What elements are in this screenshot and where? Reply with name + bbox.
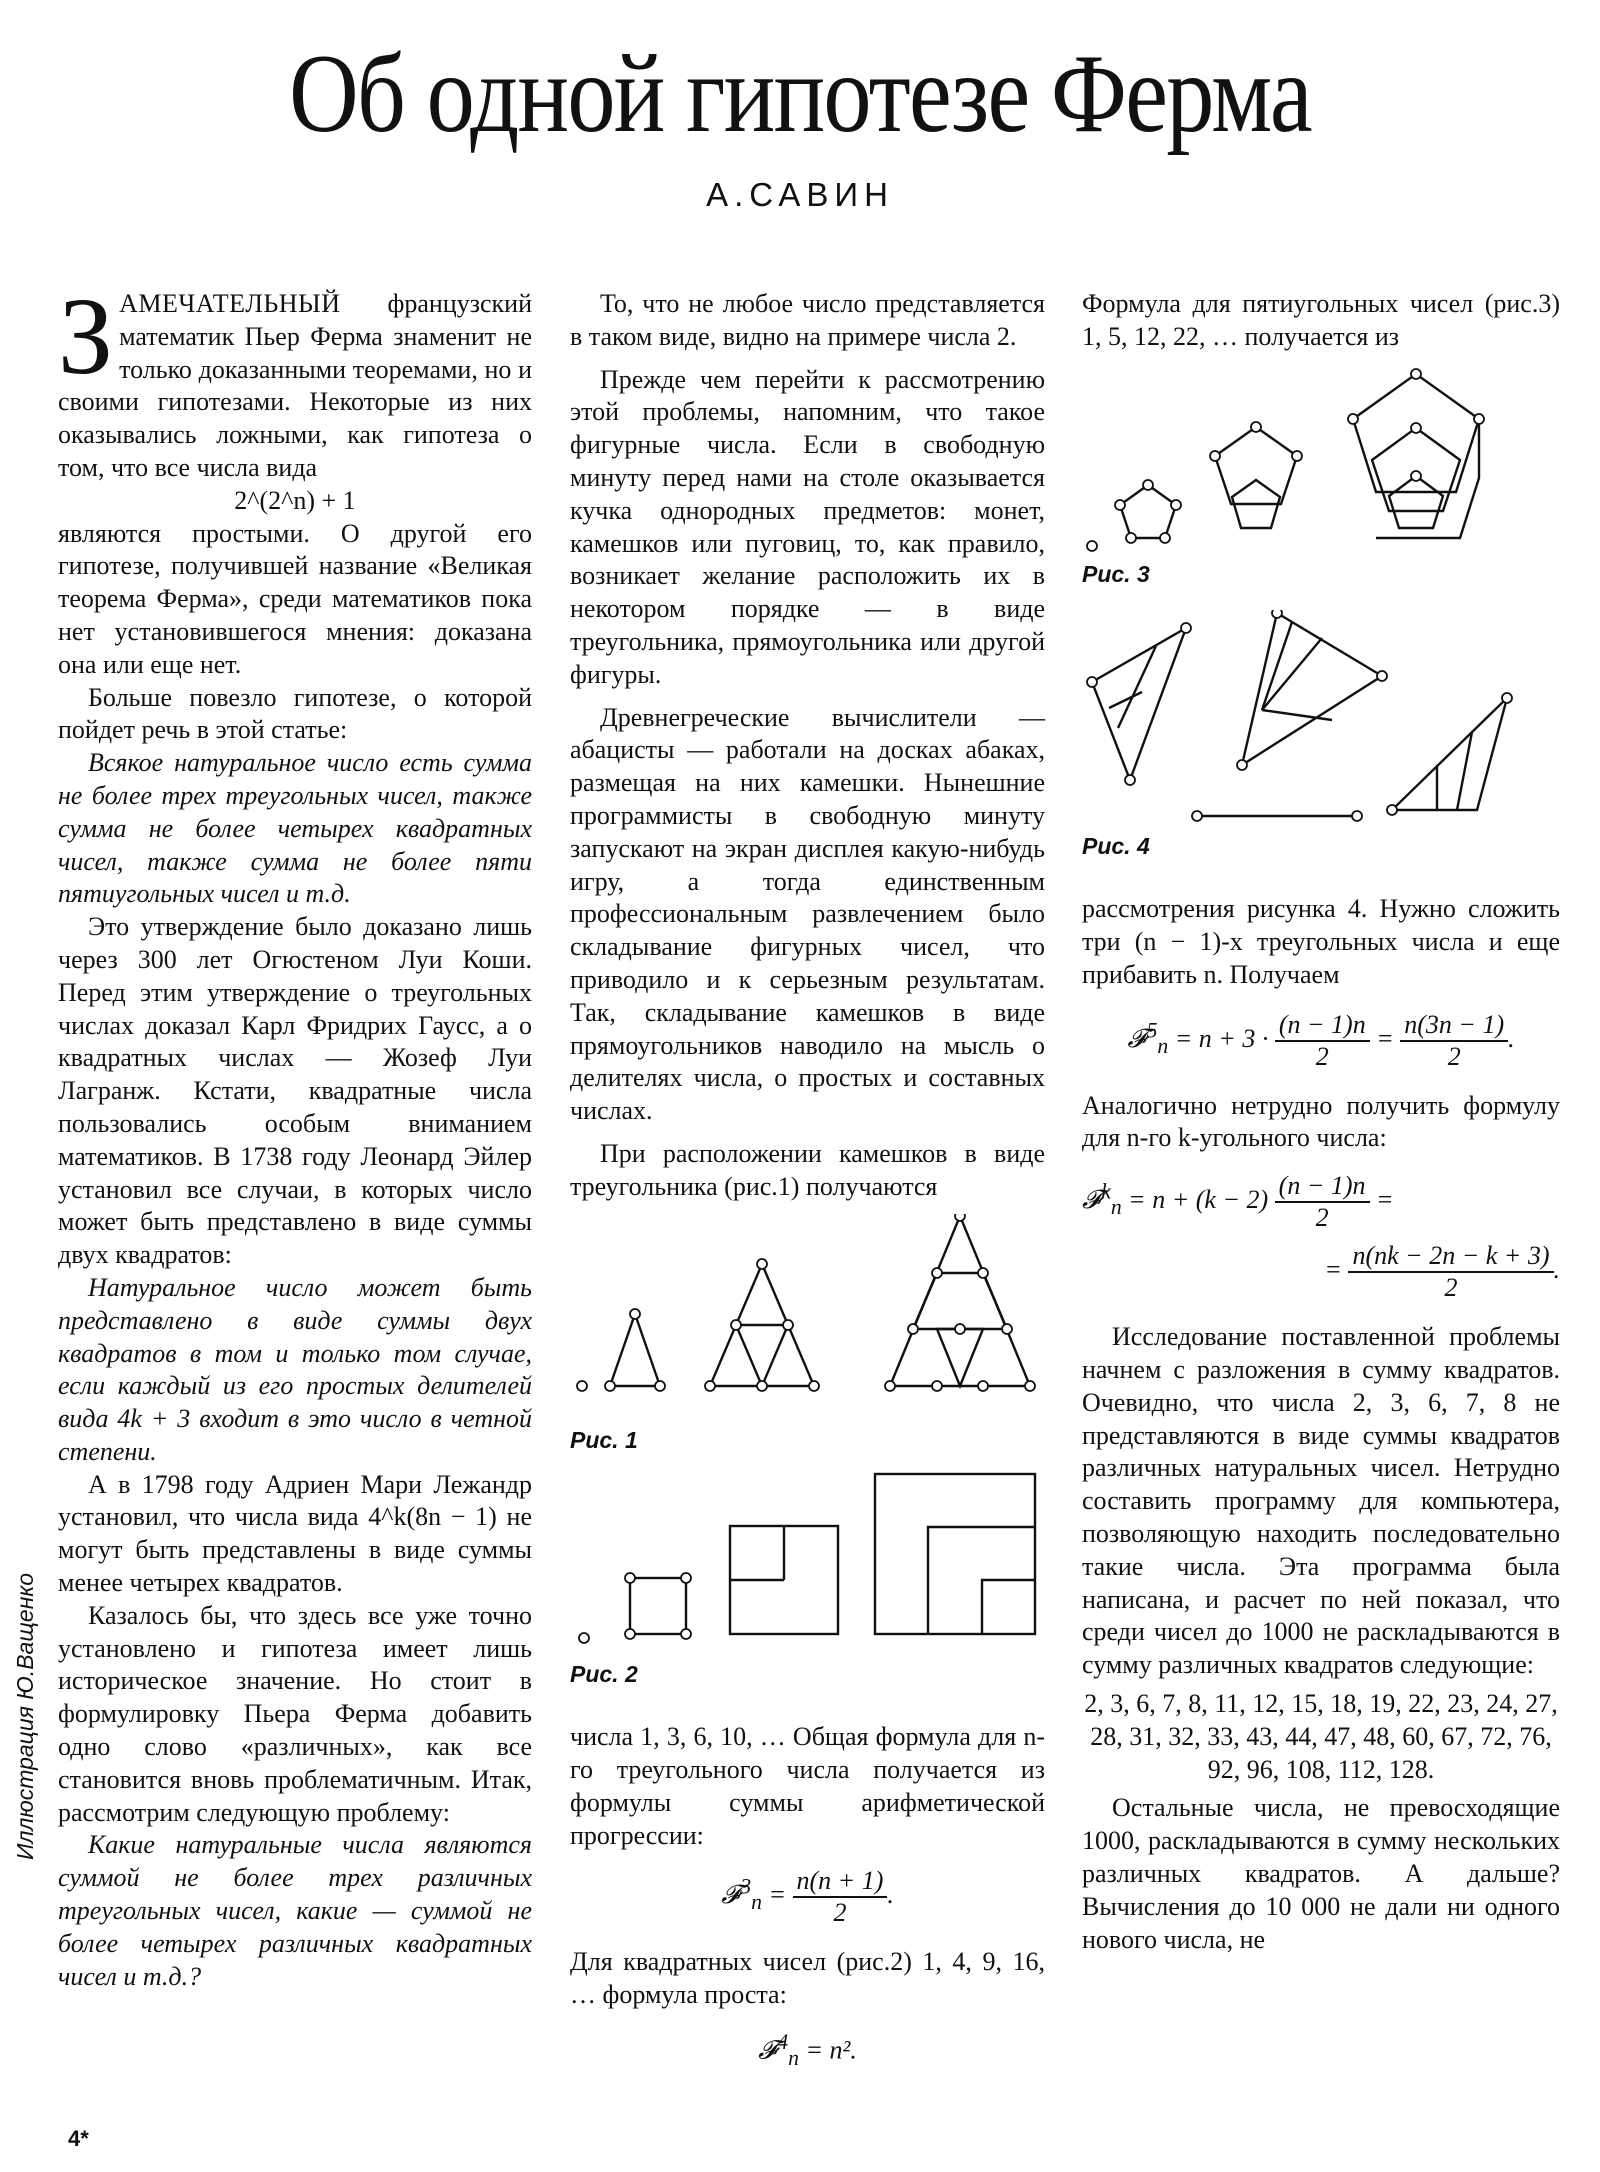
triangular-formula: 𝓕$^3_n$ = $\frac{n(n + 1)}{2}$ . xyxy=(721,1866,894,1928)
paragraph: При расположении камешков в виде треугольника (рис.1) получаются xyxy=(570,1138,1045,1201)
formula-equals: = xyxy=(1376,1185,1394,1215)
paragraph: Остальные числа, не превосходящие 1000, раскладываются в сумму нескольких различных квадратов. А дальше? Вычисления до 10 000 не дали ни одного нового числа, не xyxy=(1082,1793,1560,1954)
paragraph: Больше повезло гипотезе, о которой пойдет речь в этой статье: xyxy=(58,682,532,745)
article-author: А.САВИН xyxy=(706,176,894,213)
figurate-symbol: 𝓕 xyxy=(1082,1185,1102,1216)
exception-number-list: 2, 3, 6, 7, 8, 11, 12, 15, 18, 19, 22, 23, 24, 27, 28, 31, 32, 33, 43, 44, 47, 48, 60, 67, 72, 76, 92, 96, 108, 112, 128. xyxy=(1084,1688,1558,1784)
formula-fraction xyxy=(1348,1241,1553,1303)
triangle-10 xyxy=(885,1214,1035,1391)
fraction-denominator: 2 xyxy=(1315,1041,1329,1071)
paragraph: числа 1, 3, 6, 10, … Общая формула для n-го треугольного числа получается из формулы суммы арифметической прогрессии: xyxy=(570,1722,1045,1850)
figurate-symbol: 𝓕 xyxy=(721,1880,741,1911)
formula-subscript: n xyxy=(1110,1195,1122,1220)
square-9 xyxy=(730,1526,838,1634)
formula-middle: = n + (k − 2) xyxy=(1128,1185,1269,1215)
formula-superscript: 5 xyxy=(1146,1017,1158,1042)
formula-subscript: n xyxy=(751,1890,762,1915)
paragraph: рассмотрения рисунка 4. Нужно сложить три (n − 1)-х треугольных числа и еще прибавить n. Получаем xyxy=(1082,894,1560,989)
fraction-numerator: (n − 1)n xyxy=(1275,1010,1370,1042)
figure-3-caption: Рис. 3 xyxy=(1082,560,1150,587)
paragraph: Это утверждение было доказано лишь через 300 лет Огюстеном Луи Коши. Перед этим утверждение о треугольных числах доказал Карл Фридрих Гаусс, а о квадратных числах — Жозеф Луи Лагранж. Кстати, квадратные числа пользовались особым вниманием математиков. В 1738 году Леонард Эйлер установил все случаи, в которых число может быть представлено в виде суммы двух квадратов: xyxy=(58,912,532,1270)
formula-fraction xyxy=(1275,1010,1370,1072)
column-1 xyxy=(58,275,532,1993)
fraction-denominator: 2 xyxy=(1447,1041,1461,1071)
figurate-symbol: 𝓕 xyxy=(758,2035,778,2066)
fermat-number-formula xyxy=(58,485,532,518)
column-3 xyxy=(1082,288,1560,1956)
fraction-numerator: n(3n − 1) xyxy=(1400,1010,1508,1042)
fraction-denominator: 2 xyxy=(1315,1203,1329,1233)
fermat-formula-text: 2^(2^n) + 1 xyxy=(234,485,356,515)
formula-equals: = xyxy=(768,1880,787,1910)
paragraph: Исследование поставленной проблемы начнем с разложения в сумму квадратов. Очевидно, что числа 2, 3, 6, 7, 8 не представляются в виде суммы квадратов различных натуральных чисел. Нетрудно составить программу для компьютера, позволяющую находить последовательно такие числа. Эта программа была написана, и расчет по ней показал, что среди чисел до 1000 не раскладываются в сумму различных квадратов следующие: xyxy=(1082,1322,1560,1680)
formula-fraction xyxy=(793,1866,888,1928)
paragraph: А в 1798 году Адриен Мари Лежандр установил, что числа вида 4^k(8n − 1) не могут быть представлены в виде суммы менее четырех квадратов. xyxy=(58,1469,532,1598)
paragraph: Аналогично нетрудно получить формулу для n-го k-угольного числа: xyxy=(1082,1090,1560,1153)
triangle-3 xyxy=(605,1309,665,1391)
formula-fraction xyxy=(1275,1171,1370,1233)
formula-rhs: = n². xyxy=(805,2035,857,2065)
formula-superscript: 4 xyxy=(777,2029,789,2054)
fraction-denominator: 2 xyxy=(1444,1273,1458,1303)
fraction-numerator: (n − 1)n xyxy=(1275,1171,1370,1203)
paragraph: Формула для пятиугольных чисел (рис.3) 1, 5, 12, 22, … получается из xyxy=(1082,289,1560,351)
paragraph: Древнегреческие вычислители — абацисты — работали на досках абаках, размещая на них камешки. Нынешние программисты в свободную минуту запускают на экран дисплея какую-нибудь игру, а тогда единственным профессиональным развлечением было складывание фигурных чисел, что приводило и к серьезным результатам. Так, складывание камешков в виде прямоугольников наводило на мысль о делителях числа, о простых и составных числах. xyxy=(570,702,1045,1126)
figure-2-caption: Рис. 2 xyxy=(570,1661,638,1688)
paragraph: Для квадратных чисел (рис.2) 1, 4, 9, 16, … формула проста: xyxy=(570,1947,1045,2010)
figure-4-caption: Рис. 4 xyxy=(1082,833,1150,860)
column-2 xyxy=(570,288,1045,2089)
paragraph: То, что не любое число представляется в таком виде, видно на примере числа 2. xyxy=(570,289,1045,351)
formula-superscript: 3 xyxy=(740,1874,752,1899)
formula-fraction xyxy=(1400,1010,1508,1072)
fraction-numerator: n(n + 1) xyxy=(793,1866,888,1898)
paragraph: являются простыми. О другой его гипотезе, получившей название «Великая теорема Ферма», среди математиков пока нет установившегося мнения: доказана она или еще нет. xyxy=(58,518,532,679)
illustration-credit: Иллюстрация Ю.Ващенко xyxy=(12,1572,38,1860)
drop-cap: З xyxy=(58,275,114,397)
figure-4-pentagon-decomposition xyxy=(1082,610,1560,830)
theorem-statement: Всякое натуральное число есть сумма не более трех треугольных чисел, также сумма не более четырех квадратных чисел, также сумма не более пяти пятиугольных чисел и т.д. xyxy=(58,748,532,909)
figure-2-square-numbers xyxy=(570,1468,1045,1658)
k-gonal-formula-line2: = $\frac{n(nk - 2n - k + 3)}{2}$ . xyxy=(1324,1241,1560,1303)
k-gonal-formula-line1 xyxy=(1082,1171,1560,1233)
formula-subscript: n xyxy=(1157,1033,1169,1058)
fraction-numerator: n(nk − 2n − k + 3) xyxy=(1348,1241,1553,1273)
formula-superscript: k xyxy=(1101,1179,1111,1204)
square-formula xyxy=(570,2026,1045,2075)
square-16 xyxy=(875,1474,1035,1634)
formula-equals: = xyxy=(1324,1255,1342,1285)
euler-statement: Натуральное число может быть представлено в виде суммы двух квадратов в том и только том случае, если каждый из его простых делителей вида 4k + 3 входит в это число в четной степени. xyxy=(58,1272,532,1466)
paragraph: Казалось бы, что здесь все уже точно установлено и гипотеза имеет лишь историческое значение. Но стоит в формулировку Пьера Ферма добавить одно слово «различных», как все становится вновь проблематичным. Итак, рассмотрим следующую проблему: xyxy=(58,1600,532,1827)
triangle-6 xyxy=(705,1259,819,1391)
figure-1-triangular-numbers xyxy=(570,1214,1045,1424)
paragraph: Прежде чем перейти к рассмотрению этой проблемы, напомним, что такое фигурные числа. Если в свободную минуту перед нами на столе оказывается кучка однородных предметов: монет, камешков или пуговиц, то, как правило, возникает желание расположить их в некотором порядке — в виде треугольника, прямоугольника или другой фигуры. xyxy=(570,364,1045,689)
figure-1-caption: Рис. 1 xyxy=(570,1426,638,1453)
formula-equals: = xyxy=(1376,1023,1394,1053)
figure-3-pentagonal-numbers xyxy=(1082,368,1560,558)
figurate-symbol: 𝓕 xyxy=(1127,1023,1147,1054)
page-number: 4* xyxy=(68,2126,89,2151)
intro-text: французский математик Пьер Ферма знаменит не только доказанными теоремами, но и своими гипотезами. Некоторые из них оказывались ложными, как гипотеза о том, что все числа вида xyxy=(58,289,532,482)
article-title: Об одной гипотезе Ферма xyxy=(289,32,1311,156)
lead-caps: АМЕЧАТЕЛЬНЫЙ xyxy=(119,289,341,318)
fraction-denominator: 2 xyxy=(833,1898,847,1928)
formula-subscript: n xyxy=(788,2045,799,2070)
square-4 xyxy=(625,1573,691,1639)
pentagonal-formula: 𝓕$^5_n$ = n + 3 · $\frac{(n - 1)n}{2}$ = $\frac{n(3n - 1)}{2}$ . xyxy=(1127,1009,1515,1071)
problem-statement: Какие натуральные числа являются суммой не более трех различных треугольных чисел, какие — суммой не более четырех различных квадратных чисел и т.д.? xyxy=(58,1830,532,1991)
formula-middle: = n + 3 · xyxy=(1174,1023,1269,1053)
paragraph-intro xyxy=(58,275,532,485)
